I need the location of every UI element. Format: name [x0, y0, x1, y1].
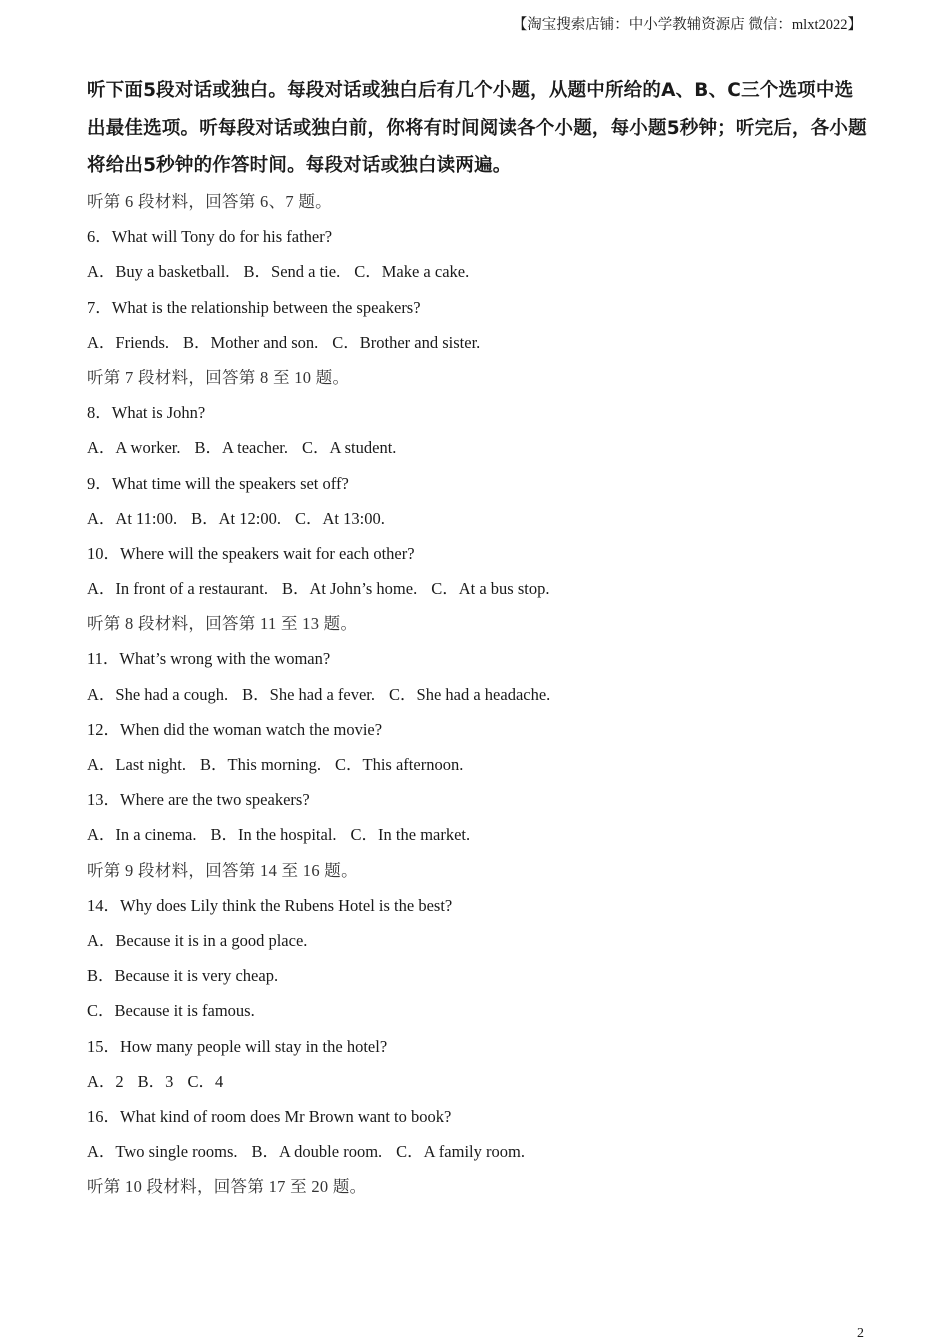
answer-option: B．A teacher. [194, 438, 288, 458]
answer-option: B．Because it is very cheap. [87, 966, 279, 986]
answer-options [87, 430, 867, 465]
answer-option: C．A family room. [396, 1142, 525, 1162]
answer-option: A．Buy a basketball. [87, 262, 230, 282]
answer-option: C．Brother and sister. [332, 332, 481, 352]
answer-option: C．Because it is famous. [87, 1001, 255, 1021]
question-text: 12．When did the woman watch the movie? [87, 719, 383, 739]
answer-options [87, 1064, 867, 1099]
section-heading: 听第 10 段材料，回答第 17 至 20 题。 [87, 1177, 367, 1197]
answer-option: B．This morning. [200, 755, 322, 774]
answer-options [87, 958, 867, 993]
answer-options [87, 747, 867, 782]
answer-option: C．At 13:00. [294, 508, 385, 528]
section-heading: 听第 6 段材料，回答第 6、7 题。 [87, 192, 332, 211]
question-text: 11．What’s wrong with the woman? [87, 649, 331, 669]
answer-option: A．A worker. [87, 438, 181, 458]
answer-options [87, 1134, 867, 1169]
answer-option: A．Last night. [87, 755, 186, 774]
answer-option: C．Make a cake. [354, 262, 470, 282]
answer-option: A．Two single rooms. [87, 1142, 238, 1162]
question-text: 8．What is John? [87, 403, 206, 423]
answer-option: C．This afternoon. [335, 755, 464, 774]
section-instructions: 听下面5段对话或独白。每段对话或独白后有几个小题，从题中所给的A、B、C三个选项中选出最佳选项。听每段对话或独白前，你将有时间阅读各个小题，每小题5秒钟；听完后，各小题将给出5秒钟的作答时间。每段对话或独白读两遍。 [87, 80, 867, 176]
question-text: 6．What will Tony do for his father? [87, 227, 333, 247]
answer-option: C．She had a headache. [389, 684, 551, 704]
question-text: 7．What is the relationship between the speakers? [87, 297, 421, 317]
answer-option: A．At 11:00. [87, 508, 178, 528]
answer-options [87, 571, 867, 606]
answer-options [87, 254, 867, 289]
answer-option: C．In the market. [350, 825, 471, 845]
answer-option: C．4 [187, 1071, 224, 1091]
question-text: 10．Where will the speakers wait for each other? [87, 543, 415, 563]
answer-option: A．2 [87, 1071, 124, 1091]
section-heading: 听第 8 段材料，回答第 11 至 13 题。 [87, 614, 358, 634]
question-text: 16．What kind of room does Mr Brown want to book? [87, 1106, 452, 1126]
section-heading: 听第 9 段材料，回答第 14 至 16 题。 [87, 860, 358, 880]
answer-options [87, 817, 867, 852]
answer-option: B．Send a tie. [243, 262, 341, 282]
question-text: 9．What time will the speakers set off? [87, 473, 349, 493]
section-heading: 听第 7 段材料，回答第 8 至 10 题。 [87, 367, 350, 387]
answer-option: B．She had a fever. [242, 684, 376, 704]
answer-options [87, 923, 867, 958]
answer-options [87, 993, 867, 1028]
answer-option: B．In the hospital. [210, 825, 337, 845]
answer-options [87, 677, 867, 712]
question-list [87, 184, 867, 1204]
page-header: 【淘宝搜索店铺：中小学教辅资源店 微信：mlxt2022】 [512, 17, 862, 33]
answer-option: A．She had a cough. [87, 684, 229, 704]
answer-option: A．In front of a restaurant. [87, 579, 268, 599]
answer-option: B．At 12:00. [191, 508, 281, 528]
answer-option: A．In a cinema. [87, 825, 197, 845]
answer-option: C．A student. [301, 438, 397, 458]
answer-options [87, 501, 867, 536]
answer-option: A．Friends. [87, 332, 170, 352]
answer-option: B．Mother and son. [183, 332, 319, 352]
answer-option: B．A double room. [251, 1142, 383, 1162]
answer-option: B．At John’s home. [281, 579, 418, 599]
question-text: 15．How many people will stay in the hotel? [87, 1036, 388, 1056]
answer-options [87, 325, 867, 360]
page-number: 2 [857, 1326, 864, 1341]
question-text: 13．Where are the two speakers? [87, 790, 310, 810]
answer-option: B．3 [137, 1071, 174, 1091]
question-text: 14．Why does Lily think the Rubens Hotel is the best? [87, 895, 453, 915]
answer-option: C．At a bus stop. [431, 579, 550, 599]
answer-option: A．Because it is in a good place. [87, 930, 308, 950]
